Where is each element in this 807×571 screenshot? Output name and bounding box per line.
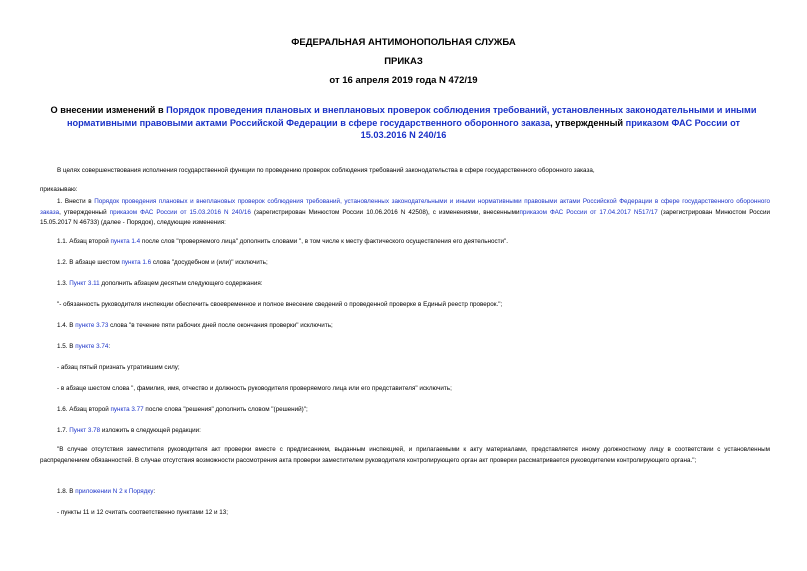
- preamble: В целях совершенствования исполнения государственной функции по проведению проверок соблюдения требований законодательства в сфере государственного оборонного заказа,: [57, 167, 595, 174]
- title-link-procedure[interactable]: Порядок проведения плановых и внеплановых проверок соблюдения требований, установленных законодательными и иными нормативными правовыми актами Российской Федерации в сфере государственного оборонного заказа: [67, 105, 757, 128]
- item-1-8: [57, 487, 155, 498]
- doc-date-number: от 16 апреля 2019 года N 472/19: [329, 75, 478, 86]
- item-1-4-a: 1.4. В: [57, 322, 76, 329]
- quote-1: "- обязанность руководителя инспекции обеспечить своевременное и полное внесение сведений о проведенной проверке в Единый реестр проверок.";: [57, 301, 503, 308]
- link-appendix-2[interactable]: приложении N 2 к Порядку: [75, 488, 154, 495]
- title-mid: , утвержденный: [550, 117, 626, 128]
- item-1-1: [57, 237, 508, 248]
- item-1-8-line-a: - пункты 11 и 12 считать соответственно пунктами 12 и 13;: [57, 509, 229, 516]
- item-1-5-a: 1.5. В: [57, 343, 76, 350]
- item-1-6-a: 1.6. Абзац второй: [57, 406, 111, 413]
- item-1-6: [57, 405, 308, 416]
- item-1-5-b: :: [108, 343, 111, 350]
- item-1-1-b: после слов "проверяемого лица" дополнить словами ", в том числе к месту фактического осуществления его деятельности".: [140, 238, 509, 245]
- doc-title: [48, 104, 759, 142]
- quote-2: "В случае отсутствия заместителя руководителя акт проверки вместе с предписанием, выданным инспекцией, и прилагаемыми к акту материалами, представляется иному должностному лицу в соответствии с установленным распределением обязанностей. В случае отсутствия возможности рассмотрения акта проверки заместителем руководителя контролирующего орган акт проверки рассматривается руководителем контролирующего органа.";: [40, 446, 770, 464]
- item-1-7-b: изложить в следующей редакции:: [100, 427, 201, 434]
- link-punkt-3-77[interactable]: пункта 3.77: [110, 406, 144, 413]
- link-punkt-3-11[interactable]: Пункт 3.11: [69, 280, 100, 287]
- order-word: приказываю:: [40, 186, 78, 193]
- link-punkt-1-4[interactable]: пункта 1.4: [110, 238, 141, 245]
- agency-name: ФЕДЕРАЛЬНАЯ АНТИМОНОПОЛЬНАЯ СЛУЖБА: [291, 37, 516, 48]
- item-1-2: [57, 258, 268, 269]
- item-1-7: [57, 426, 201, 437]
- link-punkt-3-74[interactable]: пункте 3.74: [75, 343, 109, 350]
- item-1-text-1: , утвержденный: [59, 208, 110, 216]
- item-1-text-2: (зарегистрирован Минюстом России 10.06.2016 N 42508), с изменениями, внесенными: [250, 208, 520, 216]
- item-1-link-order-240[interactable]: приказом ФАС России от 15.03.2016 N 240/16: [109, 208, 251, 216]
- item-1-4: [57, 321, 333, 332]
- link-punkt-3-78[interactable]: Пункт 3.78: [69, 427, 101, 434]
- item-1-6-b: после слова "решения" дополнить словом "(решений)";: [143, 406, 308, 413]
- item-1-8-a: 1.8. В: [57, 488, 76, 495]
- item-1-link-order-517[interactable]: приказом ФАС России от 17.04.2017 N517/17: [519, 208, 658, 216]
- item-1-prefix: 1. Внести в: [57, 198, 95, 205]
- item-1-5: [57, 342, 110, 353]
- item-1-7-a: 1.7.: [57, 427, 70, 434]
- link-punkt-3-73[interactable]: пункте 3.73: [75, 322, 109, 329]
- link-punkt-1-6[interactable]: пункта 1.6: [121, 259, 152, 266]
- item-1-2-a: 1.2. В абзаце шестом: [57, 259, 122, 266]
- title-link-order[interactable]: приказом ФАС России от 15.03.2016 N 240/16: [360, 117, 740, 140]
- item-1-5-line-a: - абзац пятый признать утратившим силу;: [57, 364, 180, 371]
- doc-type: ПРИКАЗ: [384, 56, 423, 67]
- item-1-2-b: слова "досудебном и (или)" исключить;: [151, 259, 268, 266]
- item-1-1-a: 1.1. Абзац второй: [57, 238, 111, 245]
- item-1-4-b: слова "в течение пяти рабочих дней после окончания проверки" исключить;: [108, 322, 333, 329]
- item-1-3-b: дополнить абзацем десятым следующего содержания:: [99, 280, 263, 287]
- item-1-text-3: (зарегистрирован Минюстом России 15.05.2017 N 46733) (далее - Порядок), следующие изменения:: [40, 208, 770, 226]
- item-1-3-a: 1.3.: [57, 280, 70, 287]
- item-1-link-procedure[interactable]: Порядок проведения плановых и внеплановых проверок соблюдения требований, установленных законодательными и иными нормативными правовыми актами Российской Федерации в сфере государственного оборонного заказа: [40, 198, 770, 216]
- item-1-5-line-b: - в абзаце шестом слова ", фамилия, имя, отчество и должность руководителя проверяемого лица или его представителя" исключить;: [57, 385, 452, 392]
- item-1-8-b: :: [153, 488, 156, 495]
- item-1-3: [57, 279, 263, 290]
- item-1: [40, 197, 770, 229]
- title-prefix: О внесении изменений в: [50, 105, 167, 115]
